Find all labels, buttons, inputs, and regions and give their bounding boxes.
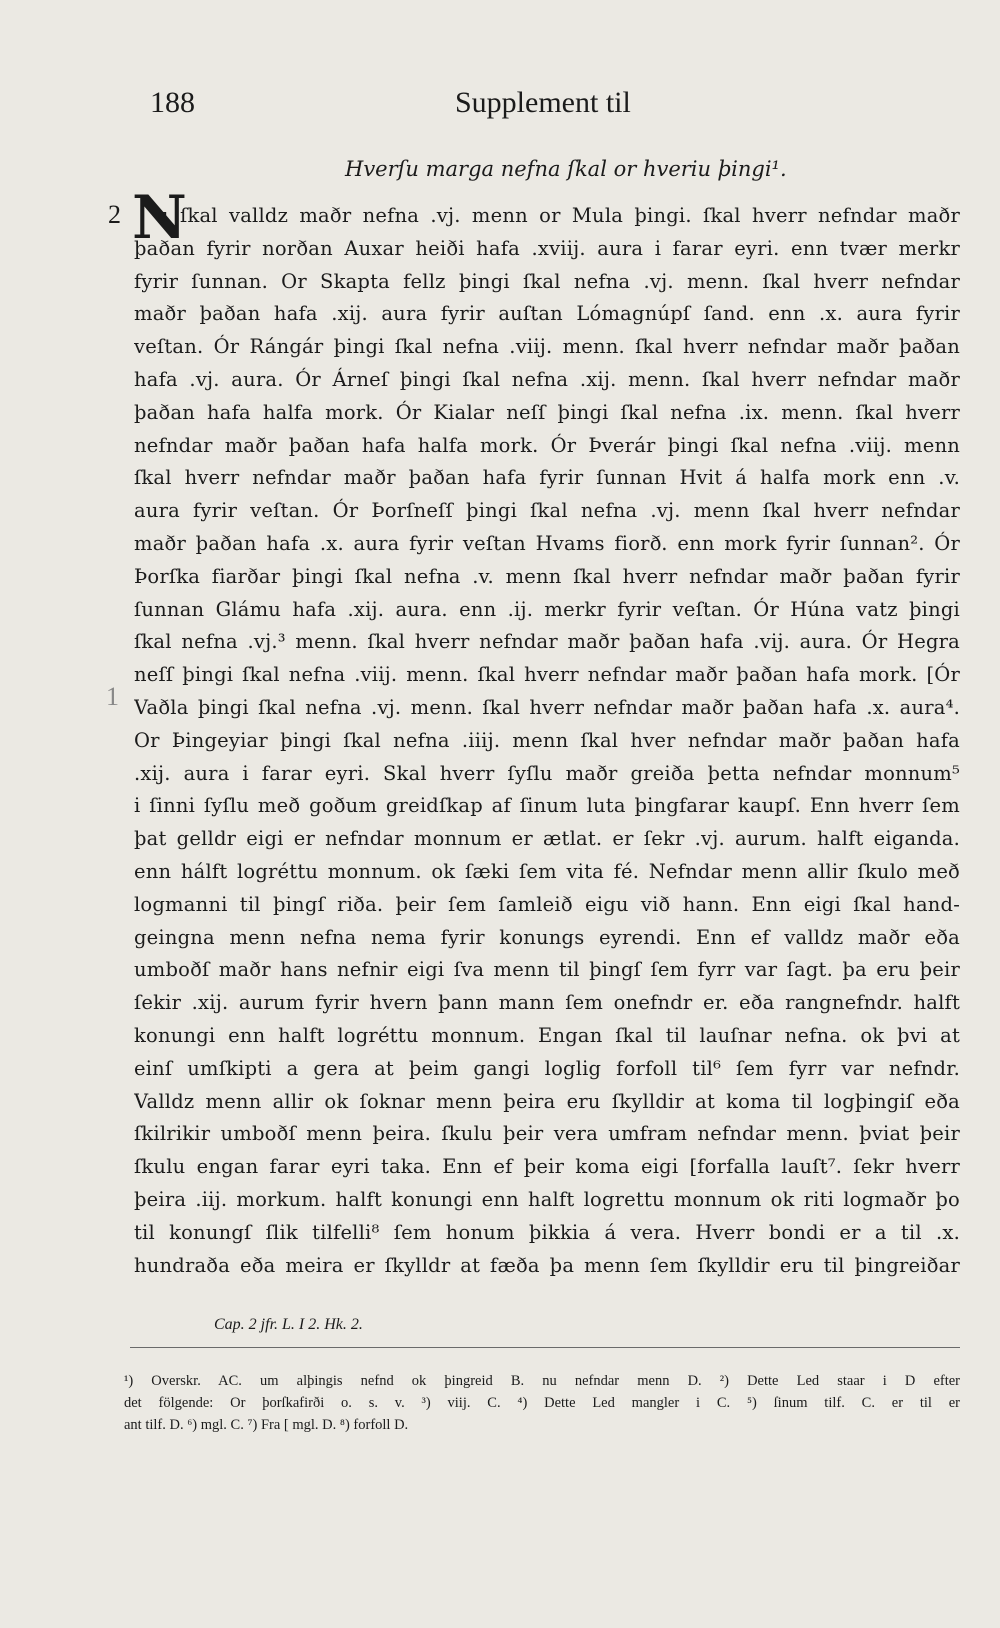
text-line: ſkal hverr nefndar maðr þaðan hafa fyrir ſunnan Hvit á halfa mork enn .v.	[134, 466, 960, 490]
text-line: hafa .vj. aura. Ór Árneſ þingi ſkal nefna .xij. menn. ſkal hverr nefndar maðr	[134, 367, 960, 391]
text-line: konungi enn halft logréttu monnum. Engan ſkal til lauſnar nefna. ok þvi at	[134, 1023, 960, 1047]
text-line: einſ umſkipti a gera at þeim gangi loglig forfoll til⁶ ſem fyrr var nefndr.	[134, 1056, 960, 1080]
text-line: logmanni til þingſ riða. þeir ſem ſamleið eigu við hann. Enn eigi ſkal hand-	[134, 892, 960, 916]
text-line: veſtan. Ór Rángár þingi ſkal nefna .viij. menn. ſkal hverr nefndar maðr þaðan	[134, 335, 960, 359]
text-line: til konungſ ſlik tilfelli⁸ ſem honum þikkia á vera. Hverr bondi er a til .x.	[134, 1220, 960, 1244]
running-title: Supplement til	[455, 86, 631, 119]
footnote-line: ¹) Overskr. AC. um alþingis nefnd ok þingreid B. nu nefndar menn D. ²) Dette Led staar i D efter	[124, 1373, 960, 1389]
drop-initial: N	[132, 183, 187, 253]
footnotes	[124, 1370, 960, 1436]
text-line: Valldz menn allir ok ſoknar menn þeira eru ſkylldir at koma til logþingiſ eða	[134, 1089, 960, 1113]
chapter-heading: Hverſu marga nefna ſkal or hveriu þingi¹.	[345, 157, 787, 181]
text-line: fyrir ſunnan. Or Skapta fellz þingi ſkal nefna .vj. menn. ſkal hverr nefndar	[134, 269, 960, 293]
chapter-number: 2	[108, 200, 121, 229]
text-line: u ſkal valldz maðr nefna .vj. menn or Mula þingi. ſkal hverr nefndar maðr	[156, 204, 960, 227]
text-line: geingna menn nefna nema fyrir konungs eyrendi. Enn ef valldz maðr eða	[134, 925, 960, 949]
text-line: Vaðla þingi ſkal nefna .vj. menn. ſkal hverr nefndar maðr þaðan hafa .x. aura⁴.	[134, 695, 960, 719]
text-line: maðr þaðan hafa .x. aura fyrir veſtan Hvams fiorð. enn mork fyrir ſunnan². Ór	[134, 531, 960, 555]
chapter-reference: Cap. 2 jfr. L. I 2. Hk. 2.	[214, 1316, 363, 1333]
footnote-rule	[130, 1347, 960, 1348]
text-line: ſkulu engan farar eyri taka. Enn ef þeir koma eigi [forfalla lauſt⁷. ſekr hverr	[134, 1155, 960, 1179]
text-line: Þorſka fiarðar þingi ſkal nefna .v. menn ſkal hverr nefndar maðr þaðan fyrir	[134, 564, 960, 588]
text-line: umboðſ maðr hans nefnir eigi ſva menn til þingſ ſem fyrr var ſagt. þa eru þeir	[134, 958, 960, 982]
text-line: ſunnan Glámu hafa .xij. aura. enn .ij. merkr fyrir veſtan. Ór Húna vatz þingi	[134, 597, 960, 621]
text-line: ſkal nefna .vj.³ menn. ſkal hverr nefndar maðr þaðan hafa .vij. aura. Ór Hegra	[134, 630, 960, 654]
text-line: i ſinni ſyſlu með goðum greidſkap af ſinum luta þingfarar kaupſ. Enn hverr ſem	[134, 794, 960, 818]
text-line: ſekir .xij. aurum fyrir hvern þann mann ſem onefndr er. eða rangnefndr. halft	[134, 991, 960, 1015]
text-line: þaðan fyrir norðan Auxar heiði hafa .xviij. aura i farar eyri. enn tvær merkr	[134, 236, 960, 260]
margin-number: 1	[106, 682, 119, 711]
text-line: neſſ þingi ſkal nefna .viij. menn. ſkal hverr nefndar maðr þaðan hafa mork. [Ór	[134, 663, 960, 687]
text-line: þat gelldr eigi er nefndar monnum er ætlat. er ſekr .vj. aurum. halft eiganda.	[134, 827, 960, 851]
text-line: .xij. aura i farar eyri. Skal hverr ſyſlu maðr greiða þetta nefndar monnum⁵	[134, 761, 960, 785]
page-number: 188	[150, 86, 195, 119]
footnote-line: det fölgende: Or þorſkafirði o. s. v. ³) viij. C. ⁴) Dette Led mangler i C. ⁵) ſinum tilf. C. er til er	[124, 1395, 960, 1411]
footnote-line: ant tilf. D. ⁶) mgl. C. ⁷) Fra [ mgl. D. ⁸) forfoll D.	[124, 1417, 409, 1433]
text-line: nefndar maðr þaðan hafa halfa mork. Ór Þverár þingi ſkal nefna .viij. menn	[134, 433, 960, 457]
text-line: þeira .iij. morkum. halft konungi enn halft logrettu monnum ok riti logmaðr þo	[134, 1187, 960, 1211]
text-line: þaðan hafa halfa mork. Ór Kialar neſſ þingi ſkal nefna .ix. menn. ſkal hverr	[134, 400, 960, 424]
text-line: ſkilrikir umboðſ menn þeira. ſkulu þeir vera umfram nefndar menn. þviat þeir	[134, 1122, 960, 1146]
text-line: maðr þaðan hafa .xij. aura fyrir auſtan Lómagnúpſ ſand. enn .x. aura fyrir	[134, 302, 960, 326]
text-line: aura fyrir veſtan. Ór Þorſneſſ þingi ſkal nefna .vj. menn ſkal hverr nefndar	[134, 499, 960, 523]
text-line: hundraða eða meira er ſkylldr at fæða þa menn ſem ſkylldir eru til þingreiðar	[134, 1253, 960, 1277]
text-line: enn hálft logréttu monnum. ok ſæki ſem vita fé. Nefndar menn allir ſkulo með	[134, 859, 960, 883]
body-text	[134, 200, 960, 1282]
text-line: Or Þingeyiar þingi ſkal nefna .iiij. menn ſkal hver nefndar maðr þaðan hafa	[134, 728, 960, 752]
